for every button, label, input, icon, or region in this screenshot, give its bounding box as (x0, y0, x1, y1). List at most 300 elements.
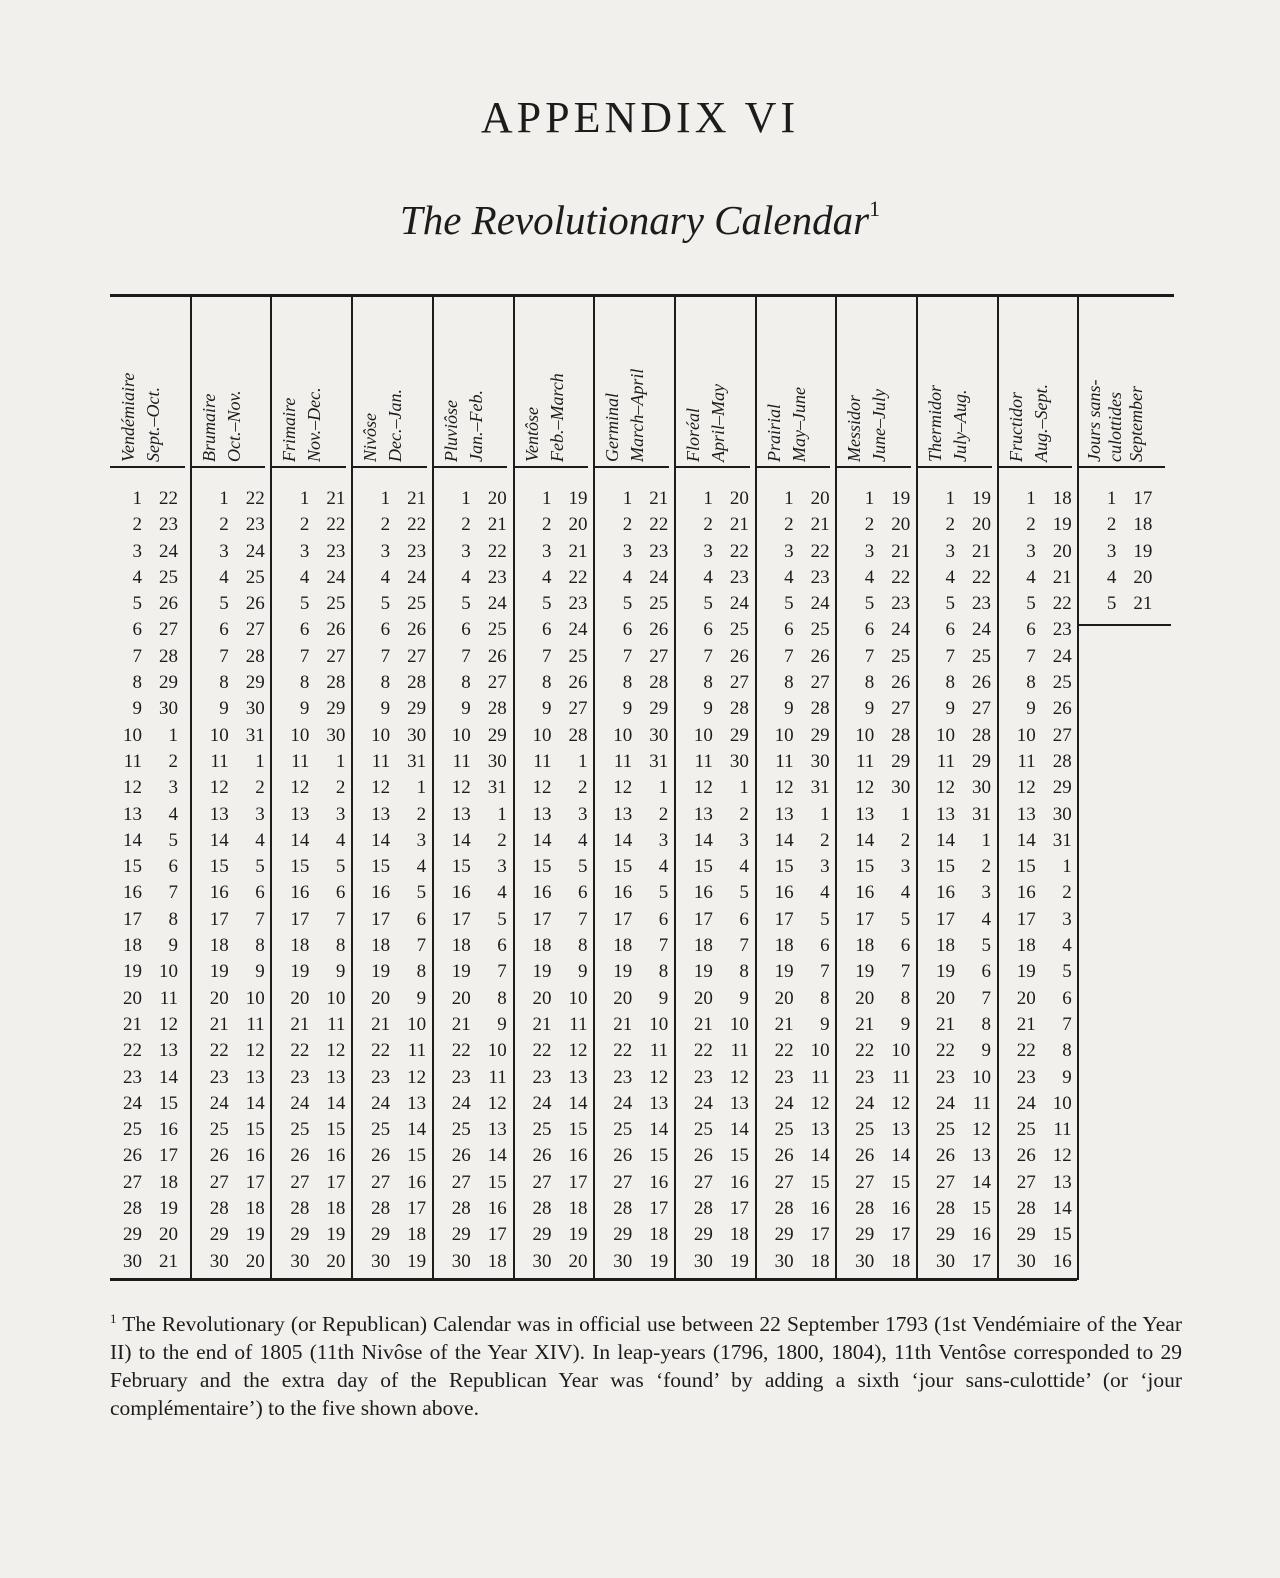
republican-day: 29 (290, 1224, 310, 1246)
table-row (112, 696, 185, 722)
table-row (279, 933, 352, 959)
column-divider (190, 296, 192, 1278)
gregorian-day: 29 (1052, 777, 1072, 799)
gregorian-day: 11 (1053, 1119, 1072, 1141)
republican-day: 24 (936, 1092, 955, 1114)
gregorian-day: 2 (900, 829, 911, 851)
table-row (925, 1038, 998, 1064)
table-row (1006, 670, 1079, 696)
table-row (360, 512, 433, 538)
republican-day: 29 (693, 1224, 713, 1246)
table-row (441, 1249, 514, 1275)
gregorian-day: 21 (159, 1250, 178, 1272)
table-row (683, 1196, 756, 1222)
gregorian-day: 13 (729, 1092, 749, 1114)
gregorian-span: July–Aug. (950, 389, 970, 462)
republican-day: 26 (451, 1145, 471, 1167)
republican-day: 28 (532, 1198, 552, 1220)
republican-day: 10 (936, 724, 955, 746)
table-row (112, 749, 185, 775)
republican-day: 30 (123, 1250, 142, 1272)
republican-day: 1 (864, 488, 875, 509)
table-row (683, 907, 756, 933)
republican-day: 16 (371, 882, 391, 904)
month-header-text (520, 298, 580, 462)
footnote-text: The Revolutionary (or Republican) Calendar was in official use between 22 September 1793 (1st Vendémiaire of the Year II) to the end of 1805 (11th Nivôse of the Year XIV). In leap-years (1796, 1800, 1804), 11th Ventôse corresponded to 29 February and the extra day of the Republican Year was ‘found’ by adding a sixth ‘jour sans-culottide’ (or ‘jour complémentaire’) to the five shown above. (110, 1312, 1182, 1420)
table-row (925, 617, 998, 643)
gregorian-day: 17 (568, 1171, 588, 1193)
republican-day: 6 (864, 619, 875, 641)
gregorian-day: 22 (891, 566, 911, 588)
table-row (522, 1091, 595, 1117)
gregorian-day: 11 (569, 1013, 588, 1035)
table-row (522, 1222, 595, 1248)
republican-day: 10 (371, 724, 391, 746)
republican-day: 15 (123, 856, 142, 878)
republican-day: 19 (1016, 961, 1036, 983)
gregorian-day: 19 (891, 488, 911, 509)
republican-day: 19 (532, 961, 552, 983)
republican-day: 29 (1016, 1224, 1036, 1246)
republican-day: 20 (1016, 987, 1036, 1009)
month-header-text (762, 298, 822, 462)
table-row (279, 986, 352, 1012)
republican-day: 7 (299, 645, 310, 667)
table-row (844, 1012, 917, 1038)
gregorian-day: 15 (568, 1119, 588, 1141)
table-row (602, 670, 675, 696)
column-divider (513, 296, 515, 1278)
table-row (844, 617, 917, 643)
gregorian-day: 27 (568, 698, 588, 720)
gregorian-day: 25 (649, 593, 669, 615)
gregorian-day: 25 (487, 619, 507, 641)
table-row (925, 1249, 998, 1275)
republican-day: 24 (693, 1092, 713, 1114)
gregorian-day: 17 (729, 1198, 749, 1220)
republican-day: 13 (123, 803, 142, 825)
gregorian-day: 23 (972, 593, 991, 615)
table-row (522, 1196, 595, 1222)
republican-day: 18 (290, 935, 310, 957)
gregorian-day: 22 (159, 488, 178, 509)
table-row (844, 986, 917, 1012)
republican-day: 23 (123, 1066, 142, 1088)
gregorian-day: 20 (487, 488, 507, 509)
republican-day: 27 (290, 1171, 310, 1193)
republican-day: 18 (613, 935, 633, 957)
gregorian-day: 10 (568, 987, 588, 1009)
table-row (764, 1170, 837, 1196)
republican-day: 1 (945, 488, 955, 509)
republican-day: 2 (542, 514, 552, 536)
republican-day: 29 (123, 1224, 142, 1246)
table-row (844, 1117, 917, 1143)
gregorian-day: 24 (407, 566, 427, 588)
table-row (279, 854, 352, 880)
table-row (602, 486, 675, 512)
gregorian-day: 16 (729, 1171, 749, 1193)
gregorian-day: 10 (810, 1040, 830, 1062)
gregorian-day: 26 (810, 645, 830, 667)
republican-day: 7 (945, 645, 955, 667)
republican-day: 26 (1016, 1145, 1036, 1167)
column-divider (674, 296, 676, 1278)
table-row (112, 775, 185, 801)
table-row (764, 486, 837, 512)
republican-day: 14 (855, 829, 875, 851)
table-row (199, 1170, 272, 1196)
republican-day: 5 (299, 593, 310, 615)
month-days (764, 486, 837, 1275)
republican-day: 3 (622, 540, 633, 562)
gregorian-day: 27 (891, 698, 911, 720)
table-row (1006, 802, 1079, 828)
table-row (279, 696, 352, 722)
table-row (522, 565, 595, 591)
republican-day: 25 (209, 1119, 229, 1141)
republican-day: 12 (290, 777, 310, 799)
table-row (602, 854, 675, 880)
table-row (844, 539, 917, 565)
republican-day: 22 (451, 1040, 471, 1062)
month-days (199, 486, 272, 1275)
republican-day: 13 (936, 803, 955, 825)
republican-day: 11 (291, 750, 310, 772)
gregorian-day: 25 (729, 619, 749, 641)
table-row (1006, 1038, 1079, 1064)
gregorian-day: 30 (649, 724, 669, 746)
republican-day: 12 (123, 777, 142, 799)
republican-day: 13 (855, 803, 875, 825)
table-row (279, 486, 352, 512)
table-row (764, 933, 837, 959)
republican-day: 10 (613, 724, 633, 746)
table-row (683, 591, 756, 617)
republican-day: 10 (855, 724, 875, 746)
gregorian-day: 14 (891, 1145, 911, 1167)
republican-day: 7 (542, 645, 552, 667)
table-row (602, 775, 675, 801)
republican-day: 21 (209, 1013, 229, 1035)
gregorian-day: 30 (972, 777, 991, 799)
republican-day: 28 (371, 1198, 391, 1220)
gregorian-day: 3 (416, 829, 427, 851)
republican-day: 29 (936, 1224, 955, 1246)
gregorian-day: 8 (981, 1013, 991, 1035)
republican-day: 4 (132, 566, 142, 588)
republican-day: 20 (209, 987, 229, 1009)
republican-day: 11 (533, 750, 552, 772)
table-row (522, 1117, 595, 1143)
table-row (683, 1065, 756, 1091)
gregorian-day: 2 (335, 777, 346, 799)
gregorian-day: 12 (568, 1040, 588, 1062)
republican-day: 15 (693, 856, 713, 878)
table-row (844, 749, 917, 775)
gregorian-day: 8 (1062, 1040, 1072, 1062)
gregorian-day: 2 (255, 777, 265, 799)
table-row (279, 1196, 352, 1222)
republican-day: 22 (1016, 1040, 1036, 1062)
gregorian-day: 14 (245, 1092, 265, 1114)
gregorian-day: 9 (497, 1013, 507, 1035)
gregorian-day: 10 (972, 1066, 991, 1088)
republican-day: 11 (1017, 750, 1036, 772)
table-row (360, 933, 433, 959)
gregorian-day: 13 (159, 1040, 178, 1062)
republican-day: 12 (936, 777, 955, 799)
table-row (925, 1091, 998, 1117)
republican-day: 29 (371, 1224, 391, 1246)
gregorian-day: 2 (739, 803, 749, 825)
republican-day: 20 (371, 987, 391, 1009)
republican-day: 17 (693, 908, 713, 930)
table-row (199, 670, 272, 696)
table-row (764, 539, 837, 565)
table-row (441, 1012, 514, 1038)
table-row (925, 1196, 998, 1222)
table-row (522, 1249, 595, 1275)
gregorian-day: 28 (487, 698, 507, 720)
gregorian-day: 12 (1052, 1145, 1072, 1167)
republican-day: 10 (774, 724, 794, 746)
republican-day: 10 (209, 724, 229, 746)
gregorian-day: 8 (739, 961, 749, 983)
republican-day: 8 (380, 672, 391, 694)
republican-day: 14 (371, 829, 391, 851)
gregorian-day: 1 (900, 803, 911, 825)
republican-day: 11 (123, 750, 142, 772)
month-days (1006, 486, 1079, 1275)
republican-day: 17 (209, 908, 229, 930)
gregorian-span: Nov.–Dec. (304, 387, 325, 462)
gregorian-day: 13 (245, 1066, 265, 1088)
gregorian-day: 9 (820, 1013, 830, 1035)
gregorian-day: 2 (658, 803, 669, 825)
table-row (602, 1117, 675, 1143)
table-row (279, 880, 352, 906)
table-row (199, 512, 272, 538)
gregorian-day: 2 (416, 803, 427, 825)
republican-day: 10 (693, 724, 713, 746)
gregorian-day: 3 (1062, 908, 1072, 930)
gregorian-day: 28 (159, 645, 178, 667)
month-name: Frimaire (279, 397, 300, 462)
republican-day: 14 (532, 829, 552, 851)
republican-day: 25 (855, 1119, 875, 1141)
republican-day: 7 (784, 645, 794, 667)
gregorian-day: 20 (568, 1250, 588, 1272)
header-underline (594, 466, 669, 468)
republican-day: 27 (774, 1171, 794, 1193)
republican-day: 15 (855, 856, 875, 878)
table-row (522, 486, 595, 512)
table-row (199, 539, 272, 565)
gregorian-day: 27 (159, 619, 178, 641)
republican-day: 27 (209, 1171, 229, 1193)
republican-day: 2 (1026, 514, 1036, 536)
gregorian-day: 1 (981, 829, 991, 851)
gregorian-day: 3 (497, 856, 507, 878)
republican-day: 19 (290, 961, 310, 983)
table-row (683, 512, 756, 538)
gregorian-day: 2 (578, 777, 588, 799)
table-row (199, 1143, 272, 1169)
table-row (602, 644, 675, 670)
republican-day: 21 (774, 1013, 794, 1035)
table-row (925, 670, 998, 696)
gregorian-day: 8 (416, 961, 427, 983)
republican-day: 2 (945, 514, 955, 536)
month-header-text (681, 298, 741, 462)
gregorian-day: 4 (416, 856, 427, 878)
republican-day: 24 (209, 1092, 229, 1114)
republican-day: 30 (774, 1250, 794, 1272)
republican-day: 1 (219, 488, 229, 509)
gregorian-day: 22 (326, 514, 346, 536)
table-row (199, 775, 272, 801)
gregorian-day: 20 (1133, 566, 1153, 588)
table-row (522, 539, 595, 565)
republican-day: 27 (123, 1171, 142, 1193)
republican-day: 13 (1016, 803, 1036, 825)
republican-day: 18 (209, 935, 229, 957)
gregorian-day: 17 (487, 1224, 507, 1246)
table-row (112, 959, 185, 985)
table-row (279, 565, 352, 591)
gregorian-day: 4 (981, 908, 991, 930)
republican-day: 5 (622, 593, 633, 615)
table-row (1006, 486, 1079, 512)
gregorian-day: 12 (245, 1040, 265, 1062)
table-row (683, 644, 756, 670)
republican-day: 2 (132, 514, 142, 536)
gregorian-day: 30 (1052, 803, 1072, 825)
republican-day: 27 (451, 1171, 471, 1193)
table-row (441, 986, 514, 1012)
gregorian-day: 26 (568, 672, 588, 694)
gregorian-day: 16 (972, 1224, 991, 1246)
republican-day: 26 (774, 1145, 794, 1167)
table-row (844, 1170, 917, 1196)
republican-day: 9 (132, 698, 142, 720)
gregorian-day: 28 (1052, 750, 1072, 772)
gregorian-day: 15 (326, 1119, 346, 1141)
republican-day: 26 (936, 1145, 955, 1167)
gregorian-day: 1 (255, 750, 265, 772)
gregorian-day: 21 (891, 540, 911, 562)
republican-day: 20 (855, 987, 875, 1009)
republican-day: 12 (855, 777, 875, 799)
table-row (360, 1170, 433, 1196)
republican-day: 17 (532, 908, 552, 930)
gregorian-day: 18 (1052, 488, 1072, 509)
gregorian-day: 12 (810, 1092, 830, 1114)
republican-day: 24 (1016, 1092, 1036, 1114)
table-row (683, 539, 756, 565)
table-row (279, 644, 352, 670)
gregorian-day: 20 (245, 1250, 265, 1272)
gregorian-day: 31 (1052, 829, 1072, 851)
table-row (844, 959, 917, 985)
gregorian-day: 13 (568, 1066, 588, 1088)
table-row (112, 880, 185, 906)
table-row (602, 1012, 675, 1038)
table-row (1006, 986, 1079, 1012)
gregorian-day: 30 (891, 777, 911, 799)
gregorian-day: 17 (891, 1224, 911, 1246)
gregorian-day: 8 (497, 987, 507, 1009)
republican-day: 17 (855, 908, 875, 930)
republican-day: 15 (936, 856, 955, 878)
gregorian-day: 19 (1052, 514, 1072, 536)
republican-day: 18 (855, 935, 875, 957)
gregorian-day: 16 (407, 1171, 427, 1193)
gregorian-day: 23 (729, 566, 749, 588)
republican-day: 23 (371, 1066, 391, 1088)
republican-day: 6 (461, 619, 471, 641)
table-row (1086, 512, 1159, 538)
gregorian-day: 1 (658, 777, 669, 799)
republican-day: 8 (542, 672, 552, 694)
gregorian-day: 29 (245, 672, 265, 694)
month-header (514, 298, 595, 466)
republican-day: 1 (1106, 488, 1117, 509)
table-row (112, 854, 185, 880)
gregorian-day: 26 (972, 672, 991, 694)
table-row (360, 565, 433, 591)
republican-day: 13 (613, 803, 633, 825)
table-row (925, 565, 998, 591)
month-header (110, 298, 191, 466)
table-row (602, 1065, 675, 1091)
table-row (112, 539, 185, 565)
table-row (360, 854, 433, 880)
republican-day: 7 (622, 645, 633, 667)
table-row (764, 749, 837, 775)
gregorian-day: 9 (578, 961, 588, 983)
table-row (764, 854, 837, 880)
republican-day: 16 (290, 882, 310, 904)
republican-day: 28 (693, 1198, 713, 1220)
republican-day: 25 (371, 1119, 391, 1141)
gregorian-day: 4 (820, 882, 830, 904)
gregorian-day: 19 (245, 1224, 265, 1246)
republican-day: 15 (451, 856, 471, 878)
table-row (441, 854, 514, 880)
gregorian-day: 31 (810, 777, 830, 799)
republican-day: 20 (613, 987, 633, 1009)
gregorian-day: 29 (649, 698, 669, 720)
republican-day: 29 (613, 1224, 633, 1246)
gregorian-day: 9 (981, 1040, 991, 1062)
gregorian-day: 25 (407, 593, 427, 615)
gregorian-day: 5 (900, 908, 911, 930)
gregorian-day: 20 (159, 1224, 178, 1246)
table-row (844, 670, 917, 696)
table-row (1006, 749, 1079, 775)
table-row (112, 1117, 185, 1143)
table-row (683, 986, 756, 1012)
republican-day: 12 (532, 777, 552, 799)
header-underline (675, 466, 750, 468)
table-row (1006, 644, 1079, 670)
table-row (764, 512, 837, 538)
republican-day: 8 (219, 672, 229, 694)
table-row (1006, 696, 1079, 722)
republican-day: 1 (461, 488, 471, 509)
